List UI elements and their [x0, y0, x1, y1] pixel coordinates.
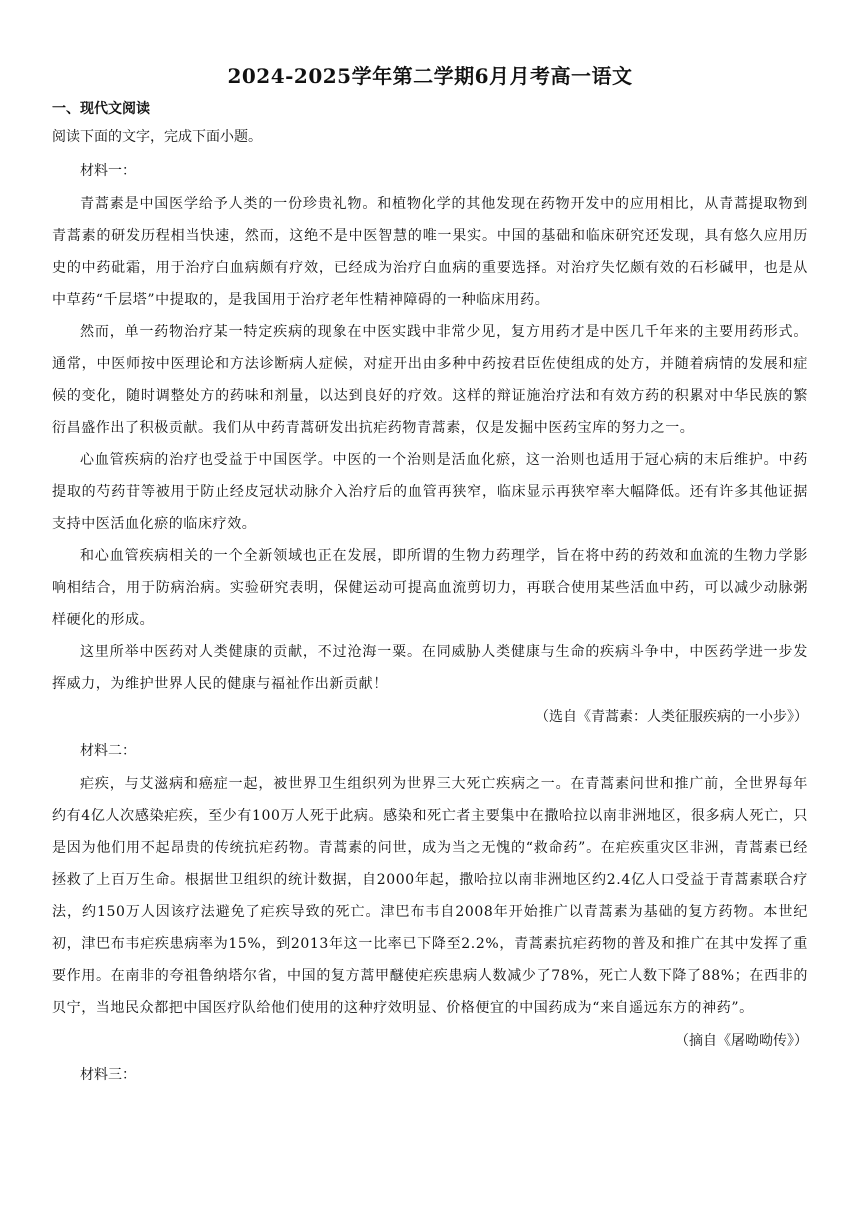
material-2-source: （摘自《屠呦呦传》） [675, 1033, 808, 1049]
section-heading: 一、现代文阅读 [52, 101, 150, 117]
material-2-paragraph: 疟疾，与艾滋病和癌症一起，被世界卫生组织列为世界三大死亡疾病之一。在青蒿素问世和推广前，全世界每年约有4亿人次感染疟疾，至少有100万人死于此病。感染和死亡者主要集中在撒哈拉以南非洲地区，很多病人死亡，只是因为他们用不起昂贵的传统抗疟药物。青蒿素的问世，成为当之无愧的“救命药”。在疟疾重灾区非洲，青蒿素已经拯救了上百万生命。根据世卫组织的统计数据，自2000年起，撒哈拉以南非洲地区约2.4亿人口受益于青蒿素联合疗法，约150万人因该疗法避免了疟疾导致的死亡。津巴布韦自2008年开始推广以青蒿素为基础的复方药物。本世纪初，津巴布韦疟疾患病率为15%，到2013年这一比率已下降至2.2%，青蒿素抗疟药物的普及和推广在其中发挥了重要作用。在南非的夸祖鲁纳塔尔省，中国的复方蒿甲醚使疟疾患病人数减少了78%，死亡人数下降了88%；在西非的贝宁，当地民众都把中国医疗队给他们使用的这种疗效明显、价格便宜的中国药成为“来自遥远东方的神药”。 [52, 776, 808, 1016]
material-2-label: 材料二： [80, 743, 136, 759]
instruction-text: 阅读下面的文字，完成下面小题。 [52, 129, 262, 145]
material-1-paragraph: 和心血管疾病相关的一个全新领域也正在发展，即所谓的生物力药理学，旨在将中药的药效和血流的生物力学影响相结合，用于防病治病。实验研究表明，保健运动可提高血流剪切力，再联合使用某些活血中药，可以减少动脉粥样硬化的形成。 [52, 548, 808, 628]
material-1-source: （选自《青蒿素：人类征服疾病的一小步》） [535, 709, 808, 725]
material-1-paragraph: 心血管疾病的治疗也受益于中国医学。中医的一个治则是活血化瘀，这一治则也适用于冠心病的末后维护。中药提取的芍药苷等被用于防止经皮冠状动脉介入治疗后的血管再狭窄，临床显示再狭窄率大幅降低。还有许多其他证据支持中医活血化瘀的临床疗效。 [52, 452, 808, 532]
material-1-label: 材料一： [80, 163, 136, 179]
page-title: 2024-2025学年第二学期6月月考高一语文 [227, 64, 633, 88]
material-1-paragraph: 然而，单一药物治疗某一特定疾病的现象在中医实践中非常少见，复方用药才是中医几千年来的主要用药形式。通常，中医师按中医理论和方法诊断病人症候，对症开出由多种中药按君臣佐使组成的处方，并随着病情的发展和症候的变化，随时调整处方的药味和剂量，以达到良好的疗效。这样的辩证施治疗法和有效方药的积累对中华民族的繁衍昌盛作出了积极贡献。我们从中药青蒿研发出抗疟药物青蒿素，仅是发掘中医药宝库的努力之一。 [52, 324, 808, 436]
material-3-label: 材料三： [80, 1067, 136, 1083]
material-1-paragraph: 这里所举中医药对人类健康的贡献，不过沧海一粟。在同威胁人类健康与生命的疾病斗争中，中医药学进一步发挥威力，为维护世界人民的健康与福祉作出新贡献！ [52, 644, 808, 692]
material-1-paragraph: 青蒿素是中国医学给予人类的一份珍贵礼物。和植物化学的其他发现在药物开发中的应用相比，从青蒿提取物到青蒿素的研发历程相当快速，然而，这绝不是中医智慧的唯一果实。中国的基础和临床研究还发现，具有悠久应用历史的中药砒霜，用于治疗白血病颇有疗效，已经成为治疗白血病的重要选择。对治疗失忆颇有效的石杉碱甲，也是从中草药“千层塔”中提取的，是我国用于治疗老年性精神障碍的一种临床用药。 [52, 196, 808, 308]
